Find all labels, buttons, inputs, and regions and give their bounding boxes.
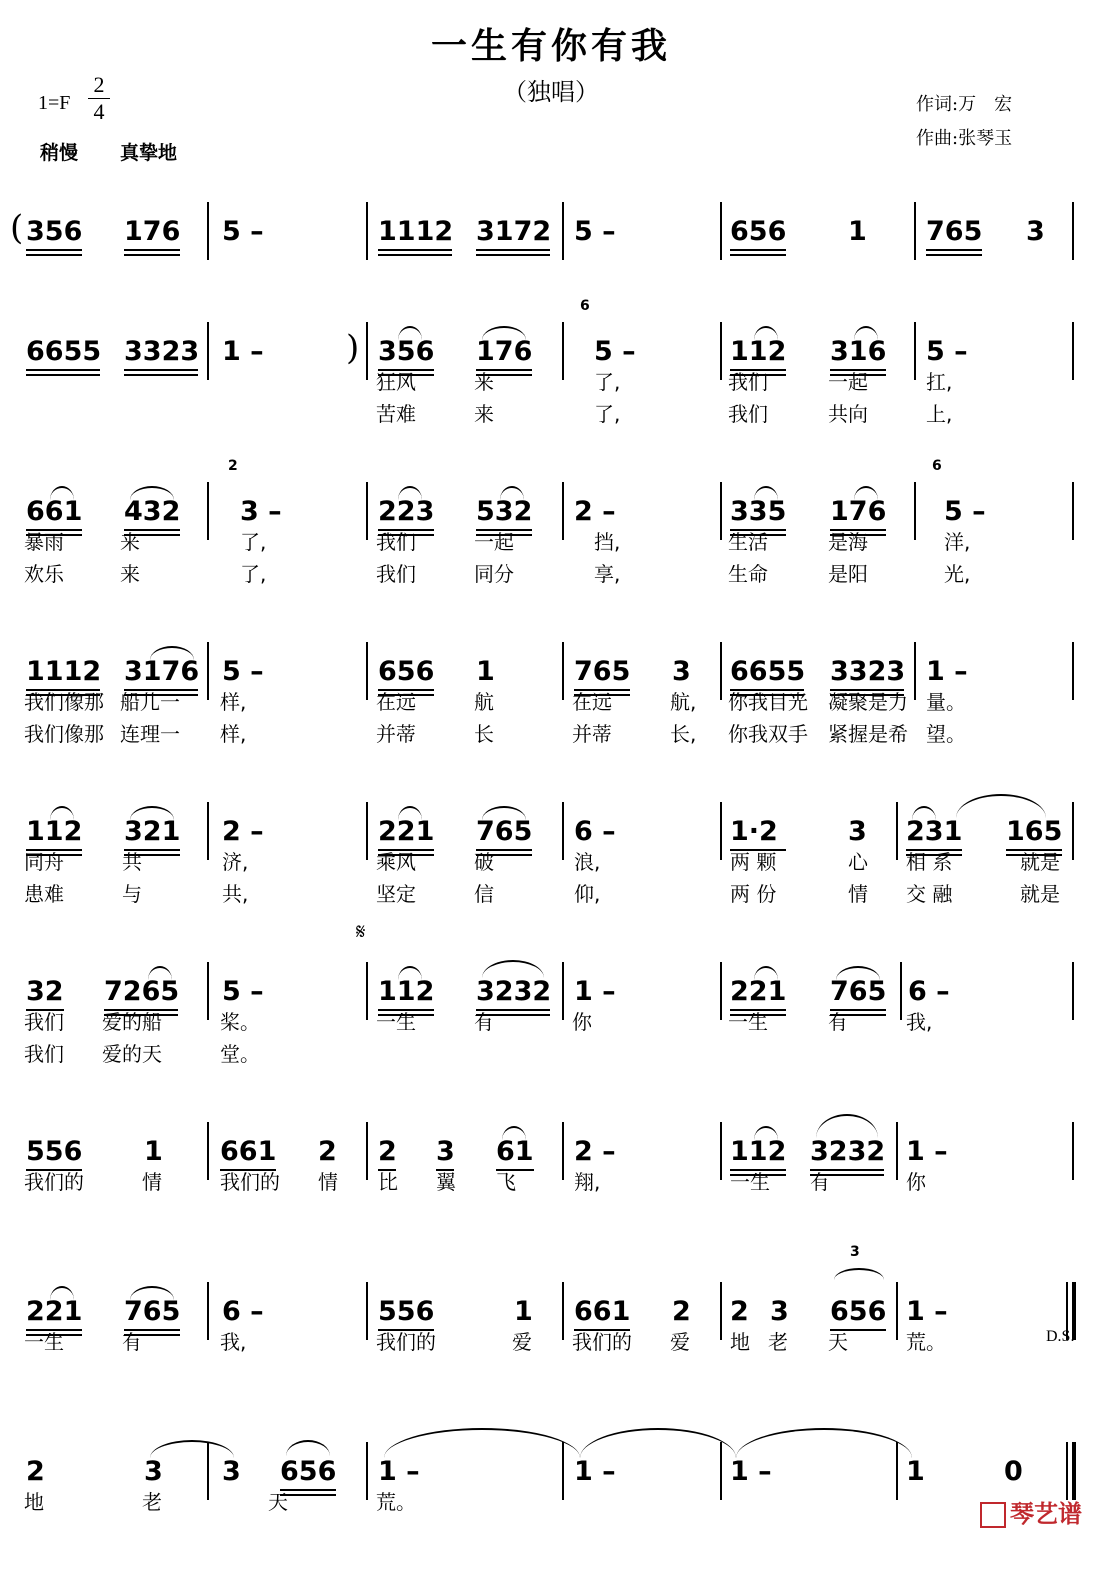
note-group: 1 <box>906 1456 925 1487</box>
note-group: 1 <box>144 1136 163 1167</box>
lyric: 并蒂 <box>376 722 416 746</box>
score-system-2 <box>0 296 1102 456</box>
lyric: 暴雨 <box>24 530 64 554</box>
lyric: 我们 <box>24 1042 64 1066</box>
lyric: 我们 <box>728 370 768 394</box>
lyric: 桨。 <box>220 1010 260 1034</box>
note-group: 2 – <box>574 496 616 527</box>
lyric: 共, <box>222 882 249 906</box>
lyric: 来 <box>120 530 140 554</box>
lyric: 爱的天 <box>102 1042 162 1066</box>
lyric: 我们 <box>24 1010 64 1034</box>
score-system-9 <box>0 1416 1102 1576</box>
lyric: 爱 <box>512 1330 532 1354</box>
lyric: 是阳 <box>828 562 868 586</box>
note-group: 2 <box>730 1296 749 1327</box>
lyric: 在远 <box>572 690 612 714</box>
lyric: 我们 <box>728 402 768 426</box>
note-group: 3 – <box>240 496 282 527</box>
lyric: 狂风 <box>376 370 416 394</box>
note-group: 2 <box>318 1136 337 1167</box>
note-group: 2 – <box>574 1136 616 1167</box>
lyric: 我们 <box>376 562 416 586</box>
lyric: 一生 <box>376 1010 416 1034</box>
lyric: 爱 <box>670 1330 690 1354</box>
note-group: 112 <box>730 1136 787 1167</box>
lyric: 航 <box>474 690 494 714</box>
lyric: 你 <box>906 1170 926 1194</box>
lyric: 并蒂 <box>572 722 612 746</box>
note-group: 5 – <box>594 336 636 367</box>
note-group: 221 <box>26 1296 83 1327</box>
lyric: 我, <box>906 1010 933 1034</box>
note-group: 556 <box>26 1136 83 1167</box>
lyric: 共向 <box>828 402 868 426</box>
lyric: 破 <box>474 850 494 874</box>
note-group: 432 <box>124 496 181 527</box>
lyric: 长 <box>474 722 494 746</box>
lyric: 样, <box>220 722 247 746</box>
note-group: 765 <box>574 656 631 687</box>
lyric: 情 <box>848 882 868 906</box>
lyric: 浪, <box>574 850 601 874</box>
note-group: 656 <box>280 1456 337 1487</box>
tempo-mark: 稍慢 <box>40 142 79 164</box>
lyric: 信 <box>474 882 494 906</box>
lyric: 比 <box>378 1170 398 1194</box>
note-group: 165 <box>1006 816 1063 847</box>
lyric: 一生 <box>24 1330 64 1354</box>
note-group: 765 <box>926 216 983 247</box>
lyricist-credit: 作词:万 宏 <box>916 94 1013 115</box>
score-system-4 <box>0 616 1102 776</box>
note-group: 356 <box>378 336 435 367</box>
note-group: 5 – <box>926 336 968 367</box>
note-group: 6 – <box>574 816 616 847</box>
note-group: 1 – <box>574 976 616 1007</box>
song-subtitle: （独唱） <box>503 78 599 106</box>
lyric: 欢乐 <box>24 562 64 586</box>
grace-note: 6 <box>580 298 590 314</box>
note-group: 112 <box>26 816 83 847</box>
lyric: 坚定 <box>376 882 416 906</box>
grace-note: 6 <box>932 458 942 474</box>
lyric: 就是 <box>1020 882 1060 906</box>
note-group: 61 <box>496 1136 534 1167</box>
lyric: 长, <box>670 722 697 746</box>
lyric: 苦难 <box>376 402 416 426</box>
lyric: 你我目光 <box>728 690 808 714</box>
note-group: 1 – <box>730 1456 772 1487</box>
note-group: 3 <box>848 816 867 847</box>
lyric: 望。 <box>926 722 966 746</box>
lyric: 仰, <box>574 882 601 906</box>
lyric: 地 <box>24 1490 44 1514</box>
lyric: 地 <box>730 1330 750 1354</box>
note-group: 6655 <box>26 336 102 367</box>
lyric: 在远 <box>376 690 416 714</box>
note-group: 231 <box>906 816 963 847</box>
note-group: 532 <box>476 496 533 527</box>
lyric: 就是 <box>1020 850 1060 874</box>
note-group: 656 <box>830 1296 887 1327</box>
lyric: 量。 <box>926 690 966 714</box>
note-group: 2 – <box>222 816 264 847</box>
lyric: 我们的 <box>376 1330 436 1354</box>
note-group: 765 <box>830 976 887 1007</box>
note-group: 1·2 <box>730 816 778 847</box>
repeat-paren-close: ) <box>346 328 360 368</box>
lyric: 样, <box>220 690 247 714</box>
lyric: 一起 <box>828 370 868 394</box>
score-system-3 <box>0 456 1102 616</box>
lyric: 我们像那 <box>24 722 104 746</box>
note-group: 5 – <box>944 496 986 527</box>
lyric: 有 <box>810 1170 830 1194</box>
lyric: 是海 <box>828 530 868 554</box>
note-group: 112 <box>378 976 435 1007</box>
lyric: 我们 <box>376 530 416 554</box>
lyric: 与 <box>122 882 142 906</box>
note-group: 221 <box>378 816 435 847</box>
tempo-marks <box>40 138 177 165</box>
note-group: 1112 <box>26 656 102 687</box>
note-group: 1 – <box>926 656 968 687</box>
note-group: 5 – <box>222 216 264 247</box>
lyric: 生命 <box>728 562 768 586</box>
time-denominator: 4 <box>93 99 105 124</box>
ds-mark: D.S. <box>1046 1328 1075 1345</box>
note-group: 661 <box>220 1136 277 1167</box>
lyric: 来 <box>120 562 140 586</box>
note-group: 661 <box>26 496 83 527</box>
score-system-6 <box>0 920 1102 1096</box>
note-group: 1 – <box>222 336 264 367</box>
note-group: 1 <box>848 216 867 247</box>
segno-sign: 𝄋 <box>356 920 366 945</box>
lyric: 两 份 <box>730 882 777 906</box>
lyric: 生活 <box>728 530 768 554</box>
note-group: 221 <box>730 976 787 1007</box>
composer-credit: 作曲:张琴玉 <box>916 128 1013 149</box>
note-group: 2 <box>378 1136 397 1167</box>
note-group: 112 <box>730 336 787 367</box>
lyric: 患难 <box>24 882 64 906</box>
note-group: 1 <box>476 656 495 687</box>
lyric: 你我双手 <box>728 722 808 746</box>
lyric: 有 <box>122 1330 142 1354</box>
lyric: 我们的 <box>572 1330 632 1354</box>
lyric: 凝聚是力 <box>828 690 908 714</box>
lyric: 一起 <box>474 530 514 554</box>
note-group: 3 <box>1026 216 1045 247</box>
note-group: 321 <box>124 816 181 847</box>
lyric: 共 <box>122 850 142 874</box>
note-group: 3172 <box>476 216 552 247</box>
note-group: 223 <box>378 496 435 527</box>
lyric: 堂。 <box>220 1042 260 1066</box>
note-group: 6655 <box>730 656 806 687</box>
note-group: 556 <box>378 1296 435 1327</box>
note-group: 765 <box>124 1296 181 1327</box>
note-group: 3 <box>672 656 691 687</box>
lyric: 我们的 <box>220 1170 280 1194</box>
note-group: 3 <box>436 1136 455 1167</box>
time-numerator: 2 <box>93 72 105 97</box>
site-logo <box>980 1494 1082 1529</box>
note-group: 316 <box>830 336 887 367</box>
lyric: 天 <box>828 1330 848 1354</box>
lyric: 老 <box>768 1330 788 1354</box>
note-group: 3 <box>770 1296 789 1327</box>
score-system-8 <box>0 1244 1102 1416</box>
lyric: 我们的 <box>24 1170 84 1194</box>
key-signature: 1=F <box>38 92 71 114</box>
note-group: 3176 <box>124 656 200 687</box>
note-group: 335 <box>730 496 787 527</box>
lyric: 你 <box>572 1010 592 1034</box>
note-group: 2 <box>672 1296 691 1327</box>
note-group: 0 <box>1004 1456 1023 1487</box>
lyric: 翔, <box>574 1170 601 1194</box>
note-group: 7265 <box>104 976 180 1007</box>
lyric: 来 <box>474 402 494 426</box>
note-group: 1 – <box>906 1296 948 1327</box>
lyric: 两 颗 <box>730 850 777 874</box>
lyric: 荒。 <box>376 1490 416 1514</box>
lyric: 有 <box>828 1010 848 1034</box>
lyric: 船儿一 <box>120 690 180 714</box>
score-system-5 <box>0 776 1102 936</box>
lyric: 上, <box>926 402 953 426</box>
lyric: 我, <box>220 1330 247 1354</box>
note-group: 6 – <box>222 1296 264 1327</box>
triplet-mark: 3 <box>850 1244 860 1260</box>
time-signature <box>86 72 112 125</box>
lyric: 一生 <box>728 1010 768 1034</box>
note-group: 1112 <box>378 216 454 247</box>
note-group: 3323 <box>830 656 906 687</box>
note-group: 3 <box>144 1456 163 1487</box>
note-group: 3232 <box>476 976 552 1007</box>
logo-text: 琴艺谱 <box>1010 1500 1082 1528</box>
lyric: 交 融 <box>906 882 953 906</box>
lyric: 我们像那 <box>24 690 104 714</box>
lyric: 情 <box>142 1170 162 1194</box>
lyric: 航, <box>670 690 697 714</box>
lyric: 翼 <box>436 1170 456 1194</box>
lyric: 了, <box>594 402 621 426</box>
song-title: 一生有你有我 <box>430 25 671 67</box>
lyric: 了, <box>240 562 267 586</box>
lyric: 光, <box>944 562 971 586</box>
note-group: 656 <box>378 656 435 687</box>
lyric: 扛, <box>926 370 953 394</box>
lyric: 连理一 <box>120 722 180 746</box>
note-group: 1 – <box>378 1456 420 1487</box>
note-group: 661 <box>574 1296 631 1327</box>
note-group: 3323 <box>124 336 200 367</box>
lyric: 天 <box>268 1490 288 1514</box>
logo-icon <box>980 1502 1006 1528</box>
note-group: 5 – <box>222 976 264 1007</box>
lyric: 情 <box>318 1170 338 1194</box>
note-group: 176 <box>124 216 181 247</box>
lyric: 有 <box>474 1010 494 1034</box>
lyric: 同分 <box>474 562 514 586</box>
expression-mark: 真挚地 <box>120 142 178 164</box>
note-group: 2 <box>26 1456 45 1487</box>
lyric: 洋, <box>944 530 971 554</box>
note-group: 1 – <box>574 1456 616 1487</box>
lyric: 飞 <box>496 1170 516 1194</box>
lyric: 同舟 <box>24 850 64 874</box>
note-group: 6 – <box>908 976 950 1007</box>
note-group: 5 – <box>222 656 264 687</box>
grace-note: 2 <box>228 458 238 474</box>
note-group: 176 <box>476 336 533 367</box>
lyric: 乘风 <box>376 850 416 874</box>
lyric: 心 <box>848 850 868 874</box>
note-group: 176 <box>830 496 887 527</box>
note-group: 3232 <box>810 1136 886 1167</box>
lyric: 挡, <box>594 530 621 554</box>
repeat-paren-open: ( <box>10 208 24 248</box>
note-group: 1 – <box>906 1136 948 1167</box>
score-system-7 <box>0 1096 1102 1256</box>
lyric: 济, <box>222 850 249 874</box>
lyric: 相 系 <box>906 850 953 874</box>
lyric: 荒。 <box>906 1330 946 1354</box>
lyric: 爱的船 <box>102 1010 162 1034</box>
lyric: 来 <box>474 370 494 394</box>
note-group: 3 <box>222 1456 241 1487</box>
note-group: 765 <box>476 816 533 847</box>
lyric: 了, <box>594 370 621 394</box>
lyric: 享, <box>594 562 621 586</box>
note-group: 356 <box>26 216 83 247</box>
note-group: 5 – <box>574 216 616 247</box>
note-group: 656 <box>730 216 787 247</box>
lyric: 一生 <box>730 1170 770 1194</box>
lyric: 老 <box>142 1490 162 1514</box>
lyric: 了, <box>240 530 267 554</box>
note-group: 1 <box>514 1296 533 1327</box>
lyric: 紧握是希 <box>828 722 908 746</box>
note-group: 32 <box>26 976 64 1007</box>
